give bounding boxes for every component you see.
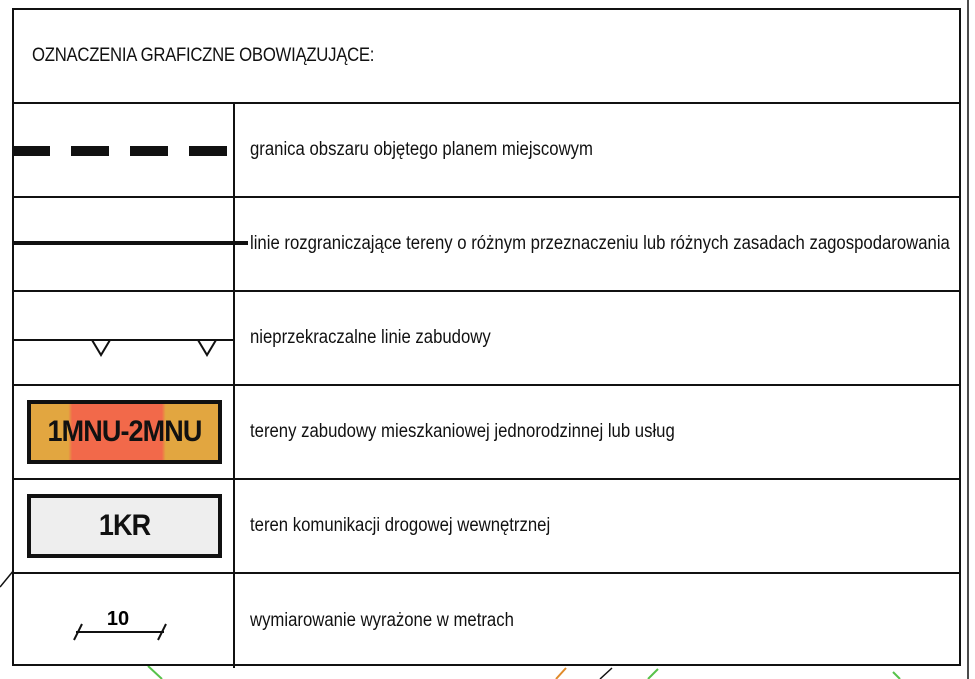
legend-title-text: OZNACZENIA GRAFICZNE OBOWIĄZUJĄCE: xyxy=(32,45,375,66)
zone-badge-mnu: 1MNU-2MNU xyxy=(27,400,222,464)
zone-badge-cell xyxy=(14,480,235,572)
legend-row-label: linie rozgraniczające tereny o różnym przeznaczeniu lub różnych zasadach zagospodarowania xyxy=(250,233,950,254)
dimension-value: 10 xyxy=(106,608,130,630)
legend-row-label: wymiarowanie wyrażone w metrach xyxy=(250,610,514,631)
zone-badge-kr: 1KR xyxy=(27,494,222,558)
solid-line-icon xyxy=(14,198,235,290)
zone-badge-cell xyxy=(14,386,235,478)
legend-row-mnu xyxy=(14,386,959,480)
triangle-line-icon xyxy=(14,292,235,384)
legend-row-plan-boundary xyxy=(14,104,959,198)
dimension-icon xyxy=(14,574,235,668)
legend-row-dimension xyxy=(14,574,959,668)
legend-table xyxy=(12,8,961,666)
legend-row-label: teren komunikacji drogowej wewnętrznej xyxy=(250,515,551,536)
legend-row-boundary-lines xyxy=(14,198,959,292)
legend-title xyxy=(14,10,959,104)
dashed-line-icon xyxy=(14,104,235,196)
legend-row-building-lines xyxy=(14,292,959,386)
legend-row-label: nieprzekraczalne linie zabudowy xyxy=(250,327,491,348)
legend-row-label: granica obszaru objętego planem miejscowym xyxy=(250,139,593,160)
legend-row-kr xyxy=(14,480,959,574)
legend-row-label: tereny zabudowy mieszkaniowej jednorodzinnej lub usług xyxy=(250,421,675,442)
